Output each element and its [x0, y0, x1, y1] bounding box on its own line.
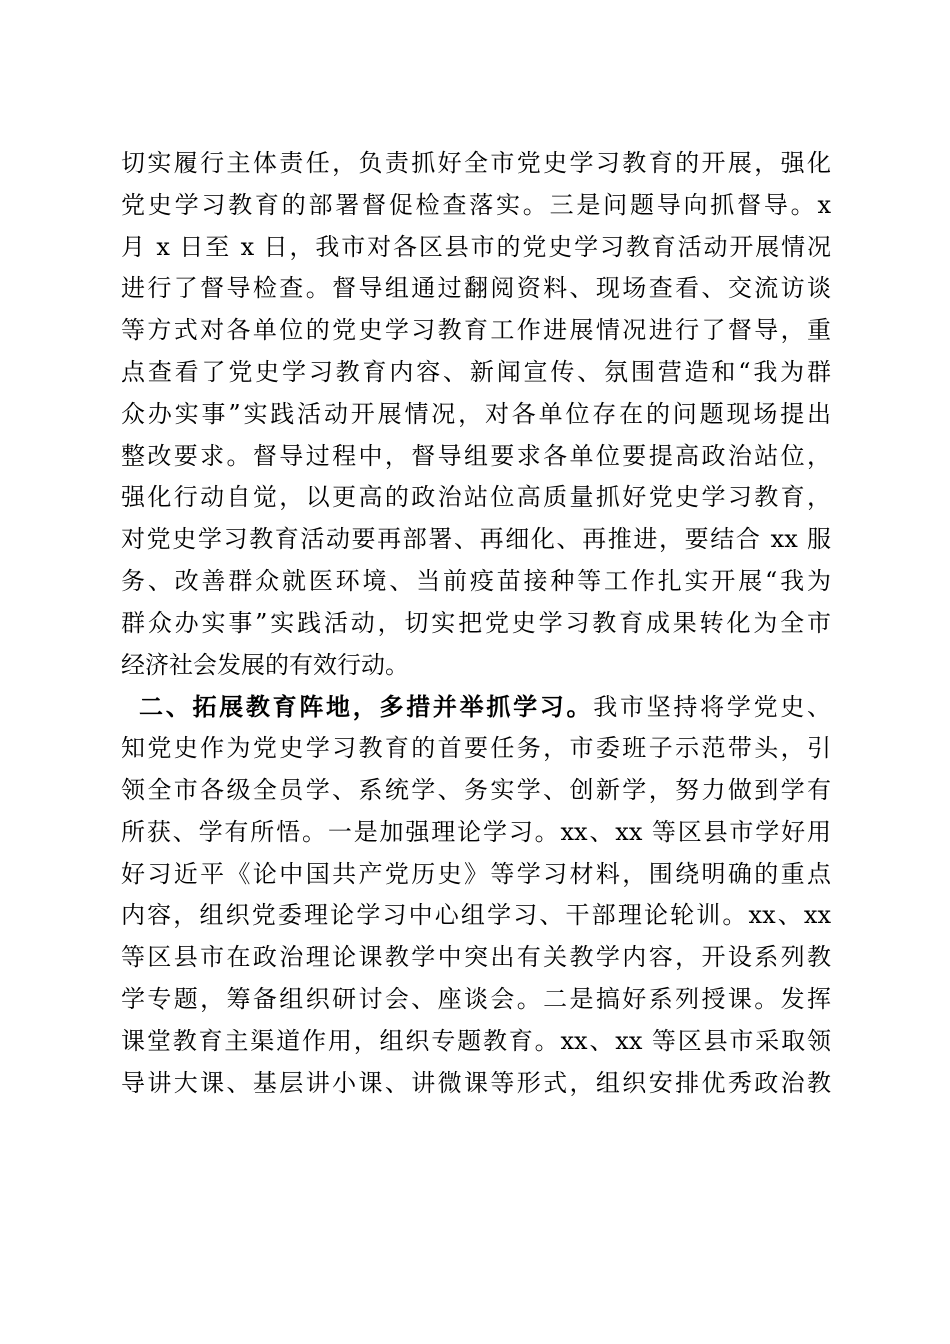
- text-line: 学专题，筹备组织研讨会、座谈会。二是搞好系列授课。发挥: [121, 984, 831, 1013]
- paragraph-2-first-line: [121, 686, 831, 728]
- text-line: 内容，组织党委理论学习中心组学习、干部理论轮训。xx、xx: [121, 901, 831, 930]
- text-line: 对党史学习教育活动要再部署、再细化、再推进，要结合 xx 服: [121, 525, 831, 554]
- text-line: 切实履行主体责任，负责抓好全市党史学习教育的开展，强化: [121, 149, 831, 177]
- text-line: 点查看了党史学习教育内容、新闻宣传、氛围营造和“我为群: [121, 357, 831, 386]
- text-line: 群众办实事”实践活动，切实把党史学习教育成果转化为全市: [121, 608, 831, 637]
- paragraph-2: [121, 686, 831, 1104]
- text-line: 知党史作为党史学习教育的首要任务，市委班子示范带头，引: [121, 734, 831, 763]
- text-line: 等方式对各单位的党史学习教育工作进展情况进行了督导，重: [121, 316, 831, 345]
- text-line: 等区县市在政治理论课教学中突出有关教学内容，开设系列教: [121, 943, 831, 972]
- text-line: 导讲大课、基层讲小课、讲微课等形式，组织安排优秀政治教: [121, 1068, 831, 1097]
- text-line: 好习近平《论中国共产党历史》等学习材料，围绕明确的重点: [121, 859, 831, 888]
- text-line: 众办实事”实践活动开展情况，对各单位存在的问题现场提出: [121, 399, 831, 428]
- text-line: 务、改善群众就医环境、当前疫苗接种等工作扎实开展“我为: [121, 566, 831, 595]
- text-line: 月 x 日至 x 日，我市对各区县市的党史学习教育活动开展情况: [121, 232, 831, 261]
- text-line: 党史学习教育的部署督促检查落实。三是问题导向抓督导。x: [121, 190, 831, 219]
- text-line: 领全市各级全员学、系统学、务实学、创新学，努力做到学有: [121, 775, 831, 804]
- text-run: 我市坚持将学党史、: [593, 693, 832, 722]
- section-heading: 二、拓展教育阵地，多措并举抓学习。: [139, 692, 594, 722]
- text-line: 进行了督导检查。督导组通过翻阅资料、现场查看、交流访谈: [121, 274, 831, 303]
- text-line: 整改要求。督导过程中，督导组要求各单位要提高政治站位，: [121, 441, 831, 470]
- text-line: 所获、学有所悟。一是加强理论学习。xx、xx 等区县市学好用: [121, 817, 831, 846]
- document-body: [121, 143, 831, 1104]
- text-line: 课堂教育主渠道作用，组织专题教育。xx、xx 等区县市采取领: [121, 1026, 831, 1055]
- text-line: 经济社会发展的有效行动。: [121, 650, 409, 679]
- text-line: 强化行动自觉，以更高的政治站位高质量抓好党史学习教育，: [121, 483, 831, 512]
- paragraph-1: [121, 143, 831, 686]
